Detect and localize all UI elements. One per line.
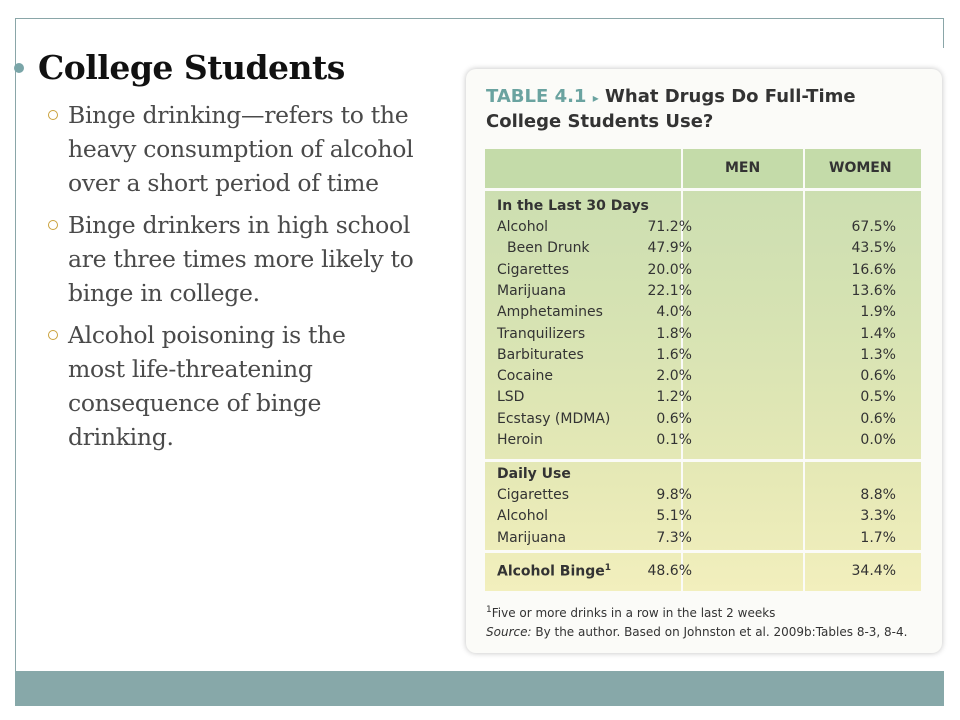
table-row [485, 387, 921, 408]
men-value: 2.0% [656, 368, 692, 385]
table-row [485, 366, 921, 387]
row-divider [485, 459, 921, 462]
women-value: 1.7% [860, 529, 896, 546]
men-value: 0.6% [656, 410, 692, 427]
men-value: 4.0% [656, 304, 692, 321]
title-arrow-icon: ▸ [592, 91, 599, 105]
row-label: Alcohol [497, 508, 549, 525]
row-label: Amphetamines [497, 304, 603, 321]
row-label: Been Drunk [507, 240, 590, 257]
row-divider [485, 550, 921, 553]
heading-row [14, 48, 345, 87]
women-value: 16.6% [851, 261, 896, 278]
men-value: 9.8% [656, 487, 692, 503]
women-value: 0.6% [860, 368, 896, 385]
table-number: TABLE 4.1 [486, 86, 587, 107]
table-row [485, 281, 921, 302]
men-value: 20.0% [647, 261, 692, 278]
men-value: 1.2% [656, 389, 692, 406]
table-row [485, 302, 921, 323]
women-value: 0.6% [860, 410, 896, 427]
binge-row [485, 561, 921, 582]
men-value: 71.2% [647, 219, 692, 235]
women-value: 67.5% [851, 219, 896, 235]
bullet-item [44, 98, 450, 200]
ring-bullet-icon [48, 220, 58, 230]
section-title-daily: Daily Use [497, 466, 571, 482]
men-value: 1.8% [656, 325, 692, 342]
bullet-item [44, 208, 450, 310]
col-header-women: WOMEN [829, 160, 892, 176]
table-title-text: What Drugs Do Full-Time College Students Use? [486, 86, 856, 132]
bullet-list [44, 98, 450, 462]
women-value: 8.8% [860, 487, 896, 503]
row-label: Alcohol Binge$^1$ [497, 563, 612, 580]
table-row [485, 506, 921, 527]
women-value: 1.9% [860, 304, 896, 321]
table-header [485, 149, 921, 188]
women-value: 43.5% [851, 240, 896, 257]
ring-bullet-icon [48, 330, 58, 340]
row-label: Marijuana [497, 282, 567, 299]
women-value: 13.6% [851, 282, 896, 299]
slide-footer-bar [15, 671, 944, 706]
table-row [485, 430, 921, 451]
women-value: 34.4% [851, 563, 896, 579]
men-value: 47.9% [647, 240, 692, 257]
table-source: Source: By the author. Based on Johnston et al. 2009b:Tables 8-3, 8-4. [486, 625, 908, 639]
row-label: Cigarettes [497, 261, 570, 278]
row-label: Heroin [497, 432, 543, 448]
table-row [485, 485, 921, 506]
men-value: 7.3% [656, 529, 692, 546]
table-row [485, 324, 921, 345]
table-row [485, 260, 921, 281]
table-card [466, 69, 942, 653]
bullet-text: Alcohol poisoning is the most life-threatening consequence of binge drinking. [68, 321, 346, 451]
men-value: 5.1% [656, 508, 692, 525]
section-title-30-days: In the Last 30 Days [497, 198, 649, 214]
row-label: Cigarettes [497, 487, 570, 503]
row-divider [485, 188, 921, 191]
women-value: 1.3% [860, 346, 896, 363]
slide-frame-left [15, 18, 16, 674]
table-row [485, 528, 921, 549]
men-value: 1.6% [656, 346, 692, 363]
row-label: Marijuana [497, 529, 567, 546]
table-title [486, 85, 936, 134]
table-row [485, 238, 921, 259]
drug-use-table [485, 149, 921, 591]
bullet-item [44, 318, 398, 454]
women-value: 0.0% [860, 432, 896, 448]
table-row [485, 409, 921, 430]
row-label: LSD [497, 389, 525, 406]
bullet-text: Binge drinkers in high school are three times more likely to binge in college. [68, 211, 414, 307]
col-header-men: MEN [725, 160, 761, 176]
women-value: 3.3% [860, 508, 896, 525]
slide-frame-top [15, 18, 944, 19]
row-label: Barbiturates [497, 346, 584, 363]
table-row [485, 217, 921, 238]
table-row [485, 345, 921, 366]
men-value: 48.6% [647, 563, 692, 579]
row-label: Alcohol [497, 219, 549, 235]
women-value: 0.5% [860, 389, 896, 406]
bullet-text: Binge drinking—refers to the heavy consumption of alcohol over a short period of time [68, 101, 414, 197]
slide-heading: College Students [38, 48, 345, 87]
row-label: Ecstasy (MDMA) [497, 410, 611, 427]
row-label: Cocaine [497, 368, 553, 385]
row-label: Tranquilizers [497, 325, 586, 342]
women-value: 1.4% [860, 325, 896, 342]
ring-bullet-icon [48, 110, 58, 120]
heading-bullet-icon [14, 63, 24, 73]
table-footnote: $^1$Five or more drinks in a row in the last 2 weeks [486, 605, 776, 620]
slide-frame-right [943, 18, 944, 48]
men-value: 0.1% [656, 432, 692, 448]
men-value: 22.1% [647, 282, 692, 299]
